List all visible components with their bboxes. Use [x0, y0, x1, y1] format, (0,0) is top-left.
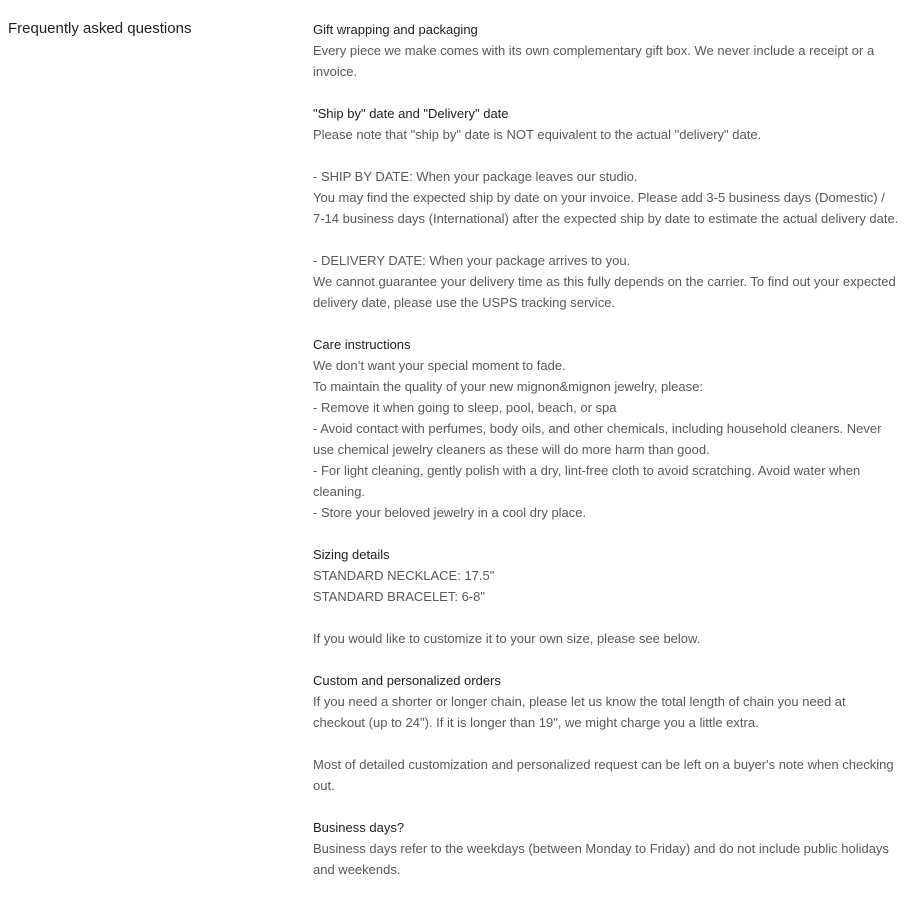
- faq-answer-line: To maintain the quality of your new mignon&mignon jewelry, please:: [313, 379, 703, 394]
- faq-answer-line: - SHIP BY DATE: When your package leaves our studio.: [313, 169, 638, 184]
- faq-answer-line: Business days refer to the weekdays (between Monday to Friday) and do not include public holidays and weekends.: [313, 841, 889, 877]
- faq-question: Gift wrapping and packaging: [313, 22, 478, 37]
- faq-answer-line: STANDARD NECKLACE: 17.5": [313, 568, 495, 583]
- faq-answer-line: If you would like to customize it to your own size, please see below.: [313, 631, 701, 646]
- faq-answer-line: - Avoid contact with perfumes, body oils, and other chemicals, including household cleaners. Never use chemical jewelry cleaners as these will do more harm than good.: [313, 421, 882, 457]
- faq-question: Care instructions: [313, 337, 411, 352]
- faq-answer-spacer: [313, 607, 899, 628]
- faq-item-gift-wrapping: [313, 19, 899, 82]
- faq-answer-line: Most of detailed customization and personalized request can be left on a buyer's note when checking out.: [313, 757, 894, 793]
- faq-answer-line: You may find the expected ship by date on your invoice. Please add 3-5 business days (Domestic) / 7-14 business days (International) after the expected ship by date to estimate the actual delivery date.: [313, 190, 899, 226]
- faq-answer-spacer: [313, 145, 899, 166]
- faq-item-custom-orders: [313, 670, 899, 796]
- faq-answer-spacer: [313, 733, 899, 754]
- faq-answer-line: - DELIVERY DATE: When your package arrives to you.: [313, 253, 631, 268]
- faq-answer-line: - Store your beloved jewelry in a cool dry place.: [313, 505, 587, 520]
- faq-item-business-days: [313, 817, 899, 880]
- section-title: Frequently asked questions: [8, 20, 192, 37]
- faq-item-ship-by-date: [313, 103, 899, 313]
- faq-answer-line: We cannot guarantee your delivery time as this fully depends on the carrier. To find out your expected delivery date, please use the USPS tracking service.: [313, 274, 896, 310]
- faq-answer-line: We don’t want your special moment to fade.: [313, 358, 566, 373]
- faq-answer-line: Every piece we make comes with its own complementary gift box. We never include a receipt or a invoice.: [313, 43, 875, 79]
- faq-answer-line: If you need a shorter or longer chain, please let us know the total length of chain you need at checkout (up to 24"). If it is longer than 19", we might charge you a little extra.: [313, 694, 846, 730]
- faq-question: "Ship by" date and "Delivery" date: [313, 106, 509, 121]
- faq-item-care-instructions: [313, 334, 899, 523]
- faq-item-sizing-details: [313, 544, 899, 649]
- faq-answer-line: Please note that "ship by" date is NOT equivalent to the actual "delivery" date.: [313, 127, 762, 142]
- faq-answer-line: - Remove it when going to sleep, pool, beach, or spa: [313, 400, 617, 415]
- faq-answer-spacer: [313, 229, 899, 250]
- faq-question: Sizing details: [313, 547, 390, 562]
- faq-question: Business days?: [313, 820, 405, 835]
- faq-answer-line: STANDARD BRACELET: 6-8": [313, 589, 485, 604]
- faq-question: Custom and personalized orders: [313, 673, 501, 688]
- faq-list: [313, 19, 899, 901]
- faq-answer-line: - For light cleaning, gently polish with a dry, lint-free cloth to avoid scratching. Avoid water when cleaning.: [313, 463, 861, 499]
